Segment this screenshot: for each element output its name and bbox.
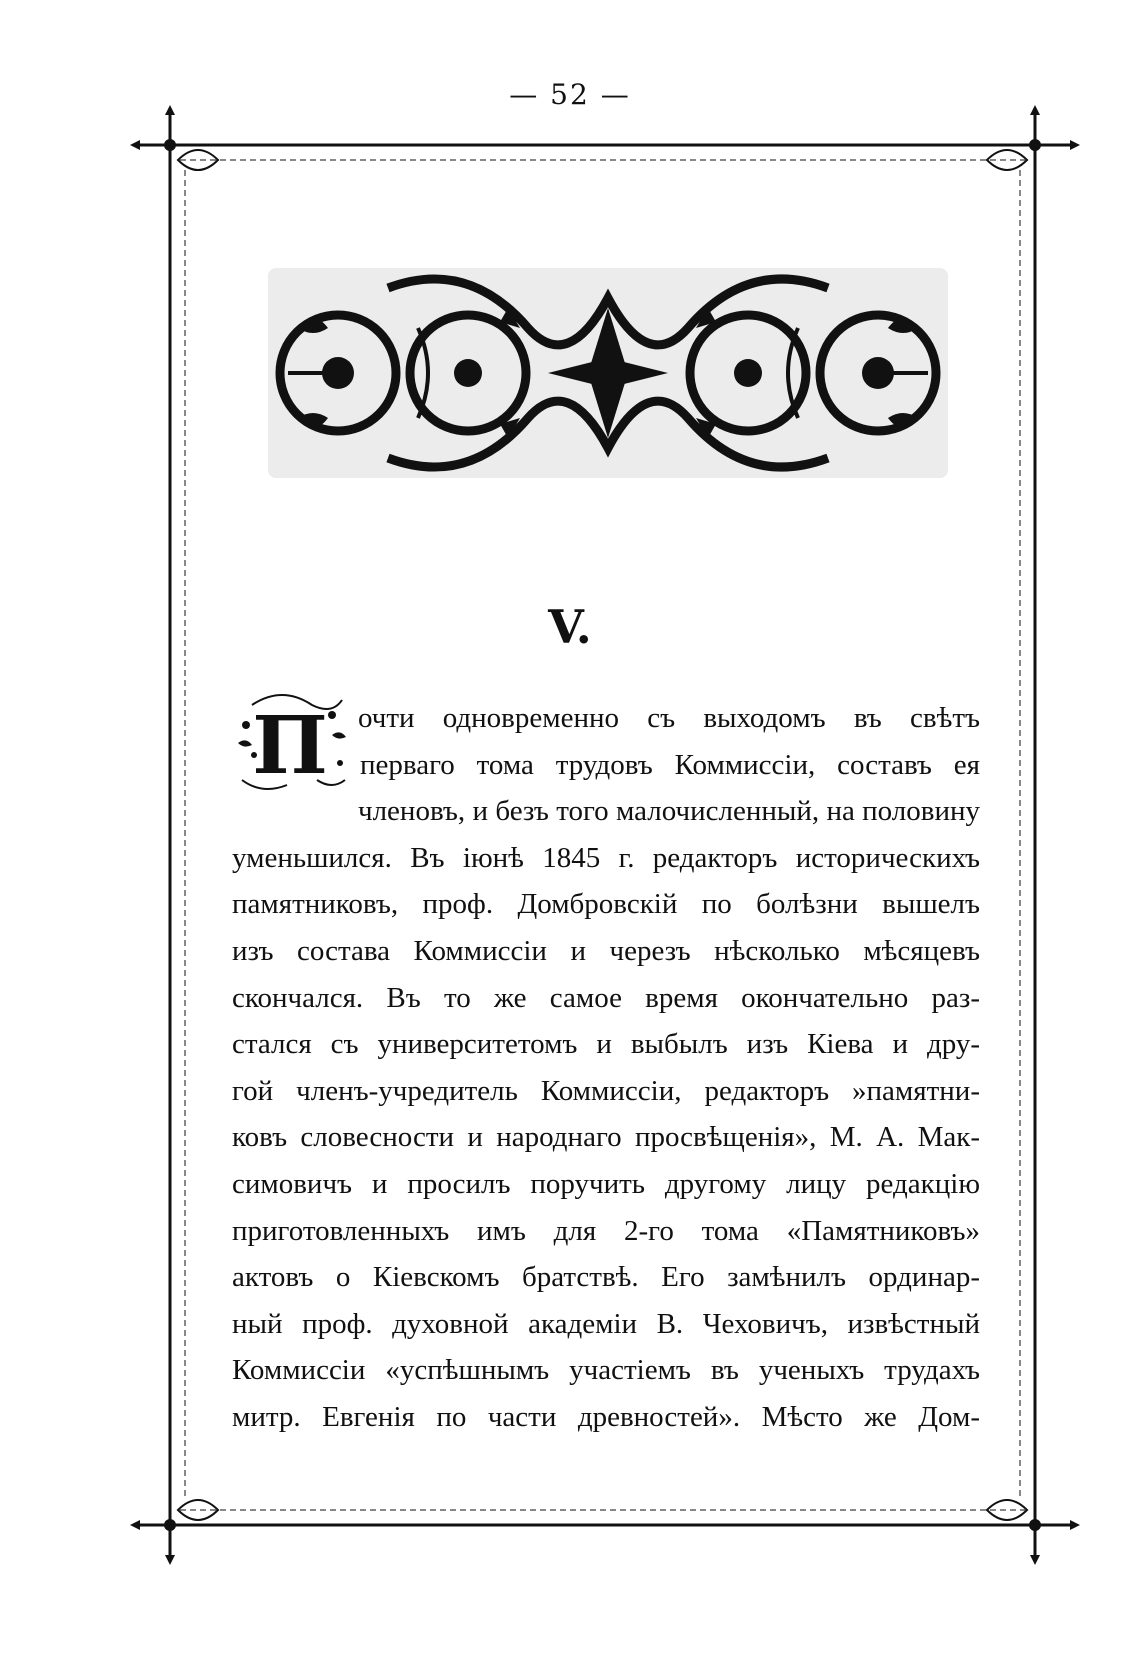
text-line: приготовленныхъ имъ для 2-го тома «Памятниковъ» — [232, 1214, 980, 1247]
text-line: стался съ университетомъ и выбылъ изъ Кіева и дру- — [232, 1028, 980, 1061]
text-line: митр. Евгенія по части древностей». Мѣсто же Дом- — [232, 1400, 980, 1433]
text-line: скончался. Въ то же самое время окончательно раз- — [232, 981, 980, 1014]
text-line: актовъ о Кіевскомъ братствѣ. Его замѣнилъ ординар- — [232, 1261, 980, 1294]
text-line: Коммиссіи «успѣшнымъ участіемъ въ ученыхъ трудахъ — [232, 1354, 980, 1387]
dropcap-letter: П — [252, 698, 328, 792]
text-line: гой членъ-учредитель Коммиссіи, редакторъ »памятни- — [232, 1074, 980, 1107]
text-line: памятниковъ, проф. Домбровскій по болѣзни вышелъ — [232, 888, 980, 921]
text-line: очти одновременно съ выходомъ въ свѣтъ — [358, 702, 980, 734]
page-number: — 52 — — [509, 78, 631, 111]
text-line: ковъ словесности и народнаго просвѣщенія», М. А. Мак- — [232, 1121, 980, 1154]
text-line: ный проф. духовной академіи В. Чеховичъ, извѣстный — [232, 1307, 980, 1340]
decorated-initial — [232, 685, 348, 795]
chapter-heading: V. — [548, 600, 592, 654]
arabesque-headpiece — [268, 268, 948, 478]
text-line: симовичъ и просилъ поручить другому лицу редакцію — [232, 1167, 980, 1200]
text-line: уменьшился. Въ іюнѣ 1845 г. редакторъ историческихъ — [232, 841, 980, 874]
text-line: членовъ, и безъ того малочисленный, на половину — [358, 795, 980, 828]
body-paragraph — [232, 695, 980, 1441]
text-line: перваго тома трудовъ Коммиссіи, составъ ея — [360, 748, 980, 781]
text-line: изъ состава Коммиссіи и черезъ нѣсколько мѣсяцевъ — [232, 934, 980, 967]
